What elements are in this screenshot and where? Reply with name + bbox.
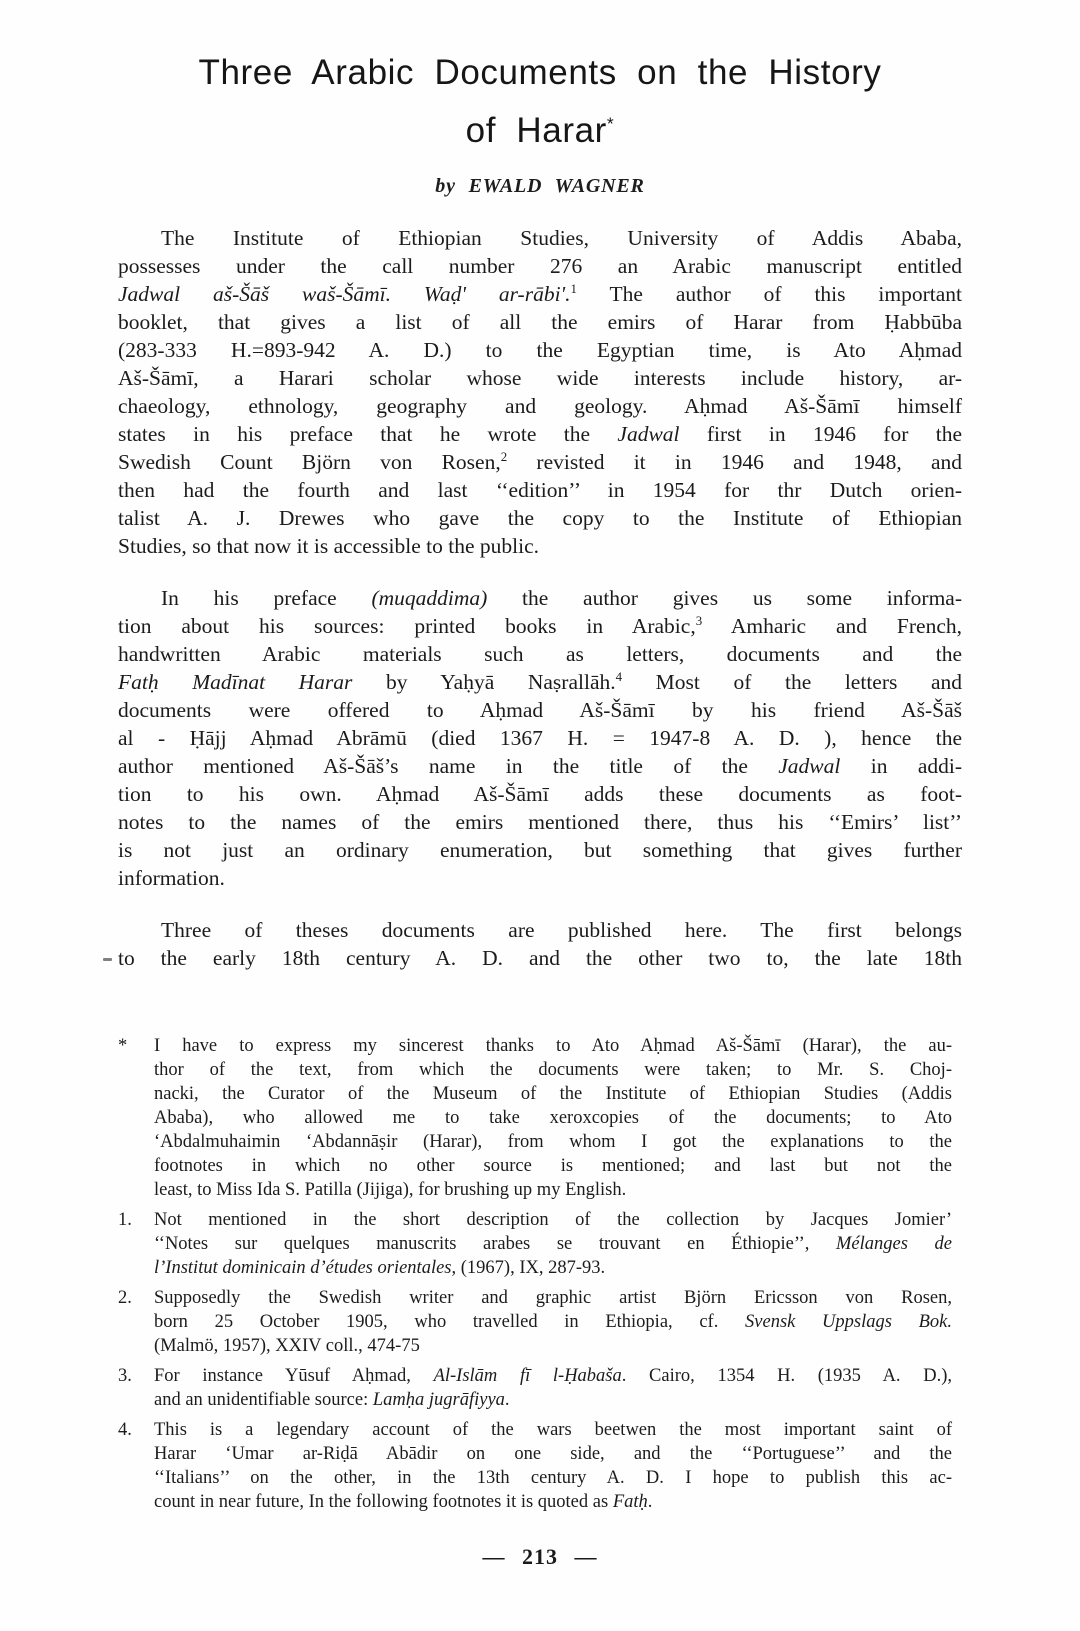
text-line xyxy=(118,336,962,364)
text-segment: first in 1946 for the xyxy=(679,422,962,446)
text-segment: born 25 October 1905, who travelled in Ethiopia, cf. xyxy=(154,1312,746,1332)
page-number: — 213 — xyxy=(482,1544,598,1569)
text-segment: the author gives us some informa- xyxy=(487,586,963,610)
text-line xyxy=(154,1178,952,1202)
text-segment: Svensk Uppslags Bok. xyxy=(745,1312,952,1332)
text-line xyxy=(118,364,962,392)
footnote-marker: 3. xyxy=(118,1366,132,1386)
text-segment: footnotes in which no other source is mentioned; and last but not the xyxy=(154,1156,952,1176)
text-segment: , (1967), IX, 287-93. xyxy=(451,1258,606,1278)
text-segment: This is a legendary account of the wars beetwen the most important saint of xyxy=(154,1420,952,1440)
footnote-reference: 1 xyxy=(570,281,577,296)
text-segment: Lamḥa jugrāfiyya xyxy=(372,1390,505,1410)
footnote xyxy=(118,1034,962,1202)
text-segment: al - Ḥājj Aḥmad Abrāmū (died 1367 H. = 1947-8 A. D. ), hence the xyxy=(118,726,962,750)
text-line xyxy=(118,504,962,532)
text-line xyxy=(154,1130,952,1154)
footnote xyxy=(118,1364,962,1412)
paragraph xyxy=(118,916,962,972)
text-line xyxy=(154,1154,952,1178)
text-segment: Mélanges de xyxy=(836,1234,952,1254)
text-line xyxy=(154,1082,952,1106)
byline-author: EWALD WAGNER xyxy=(468,175,645,197)
text-segment: author mentioned Aš-Šāš’s name in the title of the xyxy=(118,754,779,778)
text-line xyxy=(118,252,962,280)
text-segment: Ababa), who allowed me to take xeroxcopies of the documents; to Ato xyxy=(154,1108,952,1128)
text-line xyxy=(118,308,962,336)
text-line xyxy=(118,696,962,724)
text-line xyxy=(118,640,962,668)
text-line xyxy=(118,752,962,780)
footnotes xyxy=(118,1034,962,1514)
text-segment: tion to his own. Aḥmad Aš-Šāmī adds these documents as foot- xyxy=(118,782,962,806)
footnote-marker: 1. xyxy=(118,1210,132,1230)
text-line xyxy=(118,420,962,448)
text-segment: l’Institut dominicain d’études orientales xyxy=(154,1258,452,1278)
text-segment: Al-Islām fī l-Ḥabaša xyxy=(433,1366,622,1386)
text-segment: nacki, the Curator of the Museum of the Institute of Ethiopian Studies (Addis xyxy=(154,1084,952,1104)
text-line xyxy=(118,668,962,696)
text-segment: ‘‘Italians’’ on the other, in the 13th century A. D. I hope to publish this ac- xyxy=(154,1468,952,1488)
footnote xyxy=(118,1418,962,1514)
text-segment: Harar ‘Umar ar-Riḍā Abādir on one side, and the ‘‘Portuguese’’ and the xyxy=(154,1444,952,1464)
text-segment: Swedish Count Björn von Rosen, xyxy=(118,450,501,474)
text-line xyxy=(154,1106,952,1130)
article-title-line2: of Harar xyxy=(465,111,607,150)
text-segment: then had the fourth and last ‘‘edition’’ in 1954 for thr Dutch orien- xyxy=(118,478,962,502)
text-segment: I have to express my sincerest thanks to Ato Aḥmad Aš-Šāmī (Harar), the au- xyxy=(154,1036,952,1056)
text-segment: Aš-Šāmī, a Harari scholar whose wide interests include history, ar- xyxy=(118,366,962,390)
paragraph xyxy=(118,224,962,560)
text-line xyxy=(118,864,962,892)
text-segment: Studies, so that now it is accessible to the public. xyxy=(118,534,539,558)
text-line xyxy=(118,532,962,560)
footnote-reference: 4 xyxy=(615,669,623,684)
text-segment: Jadwal xyxy=(617,422,680,446)
text-segment: least, to Miss Ida S. Patilla (Jijiga), for brushing up my English. xyxy=(154,1180,627,1200)
footnote-text xyxy=(154,1286,962,1358)
text-segment: is not just an ordinary enumeration, but something that gives further xyxy=(118,838,962,862)
text-segment: Fatḥ xyxy=(612,1492,648,1512)
text-segment: information. xyxy=(118,866,225,890)
text-segment: thor of the text, from which the documents were taken; to Mr. S. Choj- xyxy=(154,1060,952,1080)
footnote-marker: * xyxy=(118,1036,128,1056)
text-segment: . xyxy=(504,1390,510,1410)
text-segment: talist A. J. Drewes who gave the copy to the Institute of Ethiopian xyxy=(118,506,962,530)
text-segment: and an unidentifiable source: xyxy=(154,1390,373,1410)
text-segment: documents were offered to Aḥmad Aš-Šāmī by his friend Aš-Šāš xyxy=(118,698,962,722)
text-line xyxy=(154,1256,952,1280)
paragraph xyxy=(118,584,962,892)
text-line xyxy=(118,584,962,612)
text-line xyxy=(118,612,962,640)
text-line xyxy=(118,392,962,420)
text-segment: (283-333 H.=893-942 A. D.) to the Egyptian time, is Ato Aḥmad xyxy=(118,338,962,362)
text-segment: Jadwal xyxy=(778,754,841,778)
text-segment: ‘Abdalmuhaimin ‘Abdannāṣir (Harar), from whom I got the explanations to the xyxy=(154,1132,952,1152)
text-line xyxy=(118,808,962,836)
text-segment: Amharic and French, xyxy=(702,614,962,638)
text-segment: . Cairo, 1354 H. (1935 A. D.), xyxy=(621,1366,952,1386)
text-segment: revisted it in 1946 and 1948, and xyxy=(507,450,962,474)
footnote xyxy=(118,1286,962,1358)
text-line xyxy=(154,1208,952,1232)
text-segment: Most of the letters and xyxy=(622,670,962,694)
footnote-text xyxy=(154,1034,962,1202)
text-segment: in addi- xyxy=(840,754,962,778)
text-line xyxy=(118,224,962,252)
article-body xyxy=(118,224,962,1514)
text-line xyxy=(154,1232,952,1256)
text-segment: . xyxy=(647,1492,653,1512)
text-line xyxy=(154,1034,952,1058)
text-line xyxy=(118,448,962,476)
text-segment: The author of this important xyxy=(576,282,962,306)
text-line xyxy=(118,476,962,504)
text-line xyxy=(118,280,962,308)
text-segment: Not mentioned in the short description of the collection by Jacques Jomier’ xyxy=(154,1210,952,1230)
text-segment: For instance Yūsuf Aḥmad, xyxy=(154,1366,434,1386)
text-segment: In his preface xyxy=(161,586,372,610)
byline-prefix: by xyxy=(435,175,456,197)
text-segment: The Institute of Ethiopian Studies, University of Addis Ababa, xyxy=(161,226,962,250)
footnote xyxy=(118,1208,962,1280)
text-segment: by Yaḥyā Naṣrallāh. xyxy=(352,670,616,694)
text-segment: booklet, that gives a list of all the emirs of Harar from Ḥabbūba xyxy=(118,310,962,334)
text-segment: to the early 18th century A. D. and the other two to, the late 18th xyxy=(118,946,962,970)
text-line xyxy=(118,944,962,972)
text-line xyxy=(154,1466,952,1490)
text-segment: Three of theses documents are published here. The first belongs xyxy=(161,918,962,942)
article-title-line1: Three Arabic Documents on the History xyxy=(198,53,882,92)
byline xyxy=(118,175,962,198)
footnote-reference: 2 xyxy=(500,449,508,464)
text-segment: notes to the names of the emirs mentioned there, thus his ‘‘Emirs’ list’’ xyxy=(118,810,962,834)
text-line xyxy=(118,836,962,864)
text-line xyxy=(154,1334,952,1358)
text-segment: Fatḥ Madīnat Harar xyxy=(118,670,353,694)
text-line xyxy=(154,1490,952,1514)
text-line xyxy=(154,1364,952,1388)
text-segment: Supposedly the Swedish writer and graphic artist Björn Ericsson von Rosen, xyxy=(154,1288,952,1308)
text-line xyxy=(154,1286,952,1310)
text-segment: possesses under the call number 276 an Arabic manuscript entitled xyxy=(118,254,962,278)
footnote-text xyxy=(154,1418,962,1514)
article-title xyxy=(118,44,962,160)
text-line xyxy=(154,1418,952,1442)
text-segment: Jadwal aš-Šāš waš-Šāmī. Waḍ' ar-rābi'. xyxy=(118,282,571,306)
text-line xyxy=(118,724,962,752)
title-footnote-marker: * xyxy=(606,113,615,134)
footnote-text xyxy=(154,1208,962,1280)
text-segment: (muqaddima) xyxy=(371,586,488,610)
paragraphs xyxy=(118,224,962,972)
text-segment: count in near future, In the following footnotes it is quoted as xyxy=(154,1492,613,1512)
text-line xyxy=(118,780,962,808)
text-line xyxy=(118,916,962,944)
text-segment: ‘‘Notes sur quelques manuscrits arabes se trouvant en Éthiopie’’, xyxy=(154,1234,837,1254)
scan-artifact xyxy=(103,958,112,961)
text-line xyxy=(154,1442,952,1466)
footnote-reference: 3 xyxy=(695,613,703,628)
footnote-marker: 2. xyxy=(118,1288,132,1308)
text-segment: states in his preface that he wrote the xyxy=(118,422,618,446)
footnote-text xyxy=(154,1364,962,1412)
text-segment: (Malmö, 1957), XXIV coll., 474-75 xyxy=(154,1336,420,1356)
text-line xyxy=(154,1310,952,1334)
text-line xyxy=(154,1058,952,1082)
text-segment: tion about his sources: printed books in Arabic, xyxy=(118,614,696,638)
text-segment: chaeology, ethnology, geography and geology. Aḥmad Aš-Šāmī himself xyxy=(118,394,962,418)
footnote-marker: 4. xyxy=(118,1420,132,1440)
text-segment: handwritten Arabic materials such as letters, documents and the xyxy=(118,642,962,666)
text-line xyxy=(154,1388,952,1412)
